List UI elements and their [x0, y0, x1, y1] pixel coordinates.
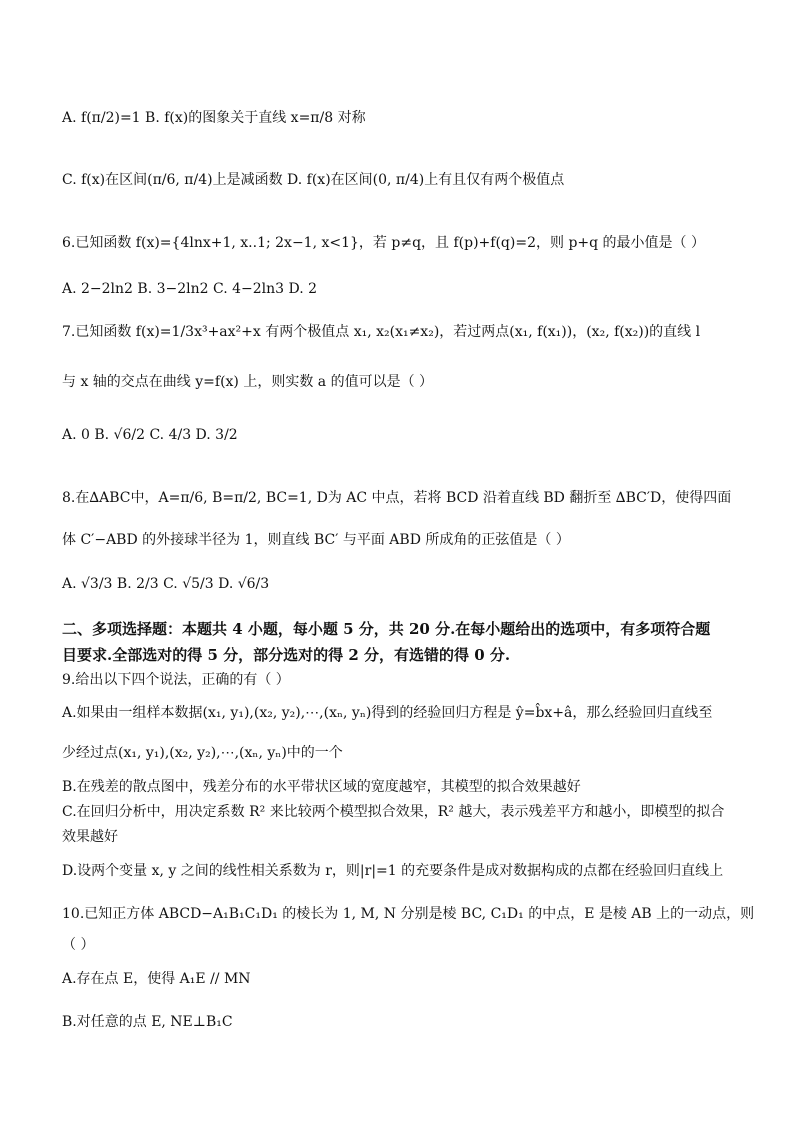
q6-stem: 6.已知函数 f(x)={4lnx+1, x..1; 2x−1, x<1}，若 p≠q，且 f(p)+f(q)=2，则 p+q 的最小值是（ ）	[62, 235, 705, 251]
q5-options-ab: A. f(π/2)=1 B. f(x)的图象关于直线 x=π/8 对称	[62, 110, 366, 126]
q10-stem-2: （ ）	[62, 937, 95, 953]
section-2-heading-1: 二、多项选择题：本题共 4 小题，每小题 5 分，共 20 分.在每小题给出的选项中，有多项符合题	[62, 620, 711, 638]
q8-stem-2: 体 C′−ABD 的外接球半径为 1，则直线 BC′ 与平面 ABD 所成角的正弦值是（ ）	[62, 532, 570, 548]
q10-stem-1: 10.已知正方体 ABCD−A₁B₁C₁D₁ 的棱长为 1, M, N 分别是棱 BC, C₁D₁ 的中点，E 是棱 AB 上的一动点，则	[62, 906, 755, 922]
q8-stem-1: 8.在∆ABC中，A=π/6, B=π/2, BC=1, D为 AC 中点，若将 BCD 沿着直线 BD 翻折至 ∆BC′D，使得四面	[62, 490, 732, 506]
q9-option-c-2: 效果越好	[62, 829, 118, 845]
q10-option-a: A.存在点 E，使得 A₁E // MN	[62, 971, 251, 987]
q9-option-a-2: 少经过点(x₁, y₁),(x₂, y₂),⋯,(xₙ, yₙ)中的一个	[62, 745, 343, 761]
q7-stem-2: 与 x 轴的交点在曲线 y=f(x) 上，则实数 a 的值可以是（ ）	[62, 374, 434, 390]
q9-stem: 9.给出以下四个说法，正确的有（ ）	[62, 672, 290, 688]
q9-option-b: B.在残差的散点图中，残差分布的水平带状区域的宽度越窄，其模型的拟合效果越好	[62, 779, 581, 795]
q6-options: A. 2−2ln2 B. 3−2ln2 C. 4−2ln3 D. 2	[62, 281, 318, 297]
q9-option-d: D.设两个变量 x, y 之间的线性相关系数为 r，则|r|=1 的充要条件是成对数据构成的点都在经验回归直线上	[62, 863, 724, 879]
q5-options-cd: C. f(x)在区间(π/6, π/4)上是减函数 D. f(x)在区间(0, π/4)上有且仅有两个极值点	[62, 172, 565, 188]
q7-stem-1: 7.已知函数 f(x)=1/3x³+ax²+x 有两个极值点 x₁, x₂(x₁≠x₂)，若过两点(x₁, f(x₁))，(x₂, f(x₂))的直线 l	[62, 324, 701, 340]
q9-option-c-1: C.在回归分析中，用决定系数 R² 来比较两个模型拟合效果，R² 越大，表示残差平方和越小，即模型的拟合	[62, 804, 725, 820]
section-2-heading-2: 目要求.全部选对的得 5 分，部分选对的得 2 分，有选错的得 0 分.	[62, 646, 511, 664]
q7-options: A. 0 B. √6/2 C. 4/3 D. 3/2	[62, 427, 238, 443]
q8-options: A. √3/3 B. 2/3 C. √5/3 D. √6/3	[62, 576, 270, 592]
q9-option-a-1: A.如果由一组样本数据(x₁, y₁),(x₂, y₂),⋯,(xₙ, yₙ)得到的经验回归方程是 ŷ=b̂x+â，那么经验回归直线至	[62, 705, 713, 721]
q10-option-b: B.对任意的点 E, NE⊥B₁C	[62, 1014, 233, 1030]
